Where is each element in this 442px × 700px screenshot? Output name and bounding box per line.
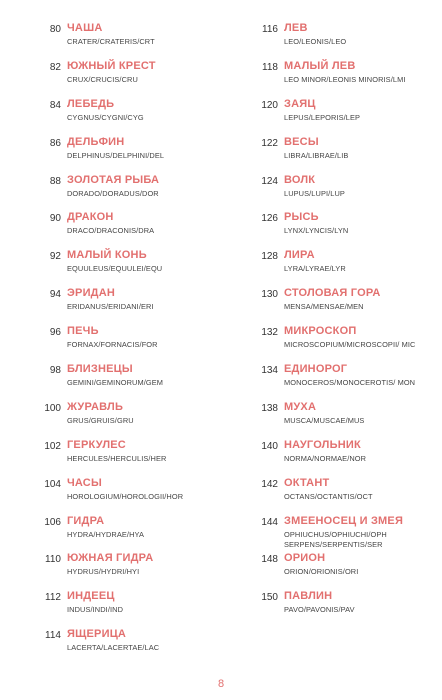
entry-latin-name: GEMINI/GEMINORUM/GEM [67, 378, 164, 388]
contents-entry [22, 401, 222, 439]
entry-latin-name: HOROLOGIUM/HOROLOGII/HOR [67, 491, 184, 501]
entry-constellation-name: МУХА [284, 400, 317, 413]
entry-constellation-name: ЖУРАВЛЬ [67, 400, 124, 413]
entry-page-number: 120 [261, 99, 278, 111]
entry-latin-name: EQUULEUS/EQUULEI/EQU [67, 264, 163, 274]
entry-page-number: 126 [261, 213, 278, 225]
entry-page-number: 134 [261, 365, 278, 377]
entry-constellation-name: ЛИРА [284, 249, 315, 262]
entry-latin-name: MONOCEROS/MONOCEROTIS/ MON [284, 378, 416, 388]
entry-latin-name: LUPUS/LUPI/LUP [284, 188, 345, 198]
entry-page-number: 98 [49, 365, 61, 377]
contents-entry [239, 363, 439, 401]
entry-latin-name: HERCULES/HERCULIS/HER [67, 453, 167, 463]
entry-latin-name: MENSA/MENSAE/MEN [284, 302, 364, 312]
contents-entry [239, 477, 439, 515]
contents-entry [239, 211, 439, 249]
entry-constellation-name: ВОЛК [284, 173, 316, 186]
contents-entry [22, 590, 222, 628]
contents-entry [22, 22, 222, 60]
contents-entry [239, 590, 439, 628]
entry-latin-name: ORION/ORIONIS/ORI [284, 567, 359, 577]
contents-entry [22, 363, 222, 401]
entry-page-number: 86 [49, 137, 61, 149]
entry-page-number: 138 [261, 402, 278, 414]
entry-constellation-name: ЧАСЫ [67, 476, 102, 489]
entry-constellation-name: ПЕЧЬ [67, 325, 99, 338]
contents-entry [239, 439, 439, 477]
entry-constellation-name: ЛЕВ [284, 22, 308, 34]
contents-entry [22, 287, 222, 325]
entry-latin-name: LACERTA/LACERTAE/LAC [67, 643, 160, 653]
contents-entry [22, 249, 222, 287]
contents-column-right [239, 22, 439, 628]
entry-page-number: 80 [49, 24, 61, 35]
contents-entry [22, 98, 222, 136]
contents-column-left [22, 22, 222, 666]
entry-latin-name: LEPUS/LEPORIS/LEP [284, 112, 361, 122]
contents-entry [239, 249, 439, 287]
entry-latin-name: CYGNUS/CYGNI/CYG [67, 112, 144, 122]
entry-page-number: 104 [44, 478, 61, 490]
entry-constellation-name: ИНДЕЕЦ [67, 590, 115, 603]
contents-entry [22, 477, 222, 515]
entry-constellation-name: МАЛЫЙ КОНЬ [67, 249, 147, 262]
contents-entry [22, 552, 222, 590]
entry-page-number: 112 [45, 592, 61, 604]
contents-entry [22, 211, 222, 249]
entry-constellation-name: ГИДРА [67, 514, 105, 527]
contents-entry [22, 174, 222, 212]
entry-latin-name: DRACO/DRACONIS/DRA [67, 226, 155, 236]
entry-constellation-name: СТОЛОВАЯ ГОРА [284, 287, 381, 300]
entry-constellation-name: ДЕЛЬФИН [67, 135, 125, 148]
entry-page-number: 118 [262, 61, 278, 73]
entry-latin-name: OPHIUCHUS/OPHIUCHI/OPH SERPENS/SERPENTIS/SER [284, 529, 387, 550]
contents-entry [22, 439, 222, 477]
entry-latin-name: DELPHINUS/DELPHINI/DEL [67, 150, 165, 160]
entry-latin-name: HYDRA/HYDRAE/HYA [67, 529, 145, 539]
contents-entry [22, 136, 222, 174]
entry-page-number: 132 [261, 327, 278, 339]
entry-latin-name: MUSCA/MUSCAE/MUS [284, 415, 365, 425]
entry-page-number: 82 [49, 61, 61, 73]
entry-page-number: 90 [49, 213, 61, 225]
entry-latin-name: CRATER/CRATERIS/CRT [67, 37, 155, 46]
entry-constellation-name: РЫСЬ [284, 211, 319, 224]
entry-page-number: 130 [261, 289, 278, 301]
entry-latin-name: CRUX/CRUCIS/CRU [67, 74, 138, 84]
entry-page-number: 94 [49, 289, 61, 301]
contents-entry [22, 515, 222, 553]
entry-latin-name: LYNX/LYNCIS/LYN [284, 226, 349, 236]
entry-constellation-name: ЭРИДАН [67, 287, 115, 300]
entry-latin-name: LEO/LEONIS/LEO [284, 37, 347, 46]
entry-constellation-name: ПАВЛИН [284, 590, 333, 603]
entry-constellation-name: БЛИЗНЕЦЫ [67, 363, 133, 376]
entry-constellation-name: ЗМЕЕНОСЕЦ И ЗМЕЯ [284, 514, 404, 527]
entry-page-number: 124 [261, 175, 278, 187]
entry-page-number: 96 [49, 327, 61, 339]
contents-entry [22, 60, 222, 98]
entry-latin-name: LYRA/LYRAE/LYR [284, 264, 346, 274]
contents-entry [239, 98, 439, 136]
entry-constellation-name: ЕДИНОРОГ [284, 363, 348, 376]
page-number: 8 [217, 678, 225, 690]
entry-constellation-name: ЗАЯЦ [284, 97, 316, 110]
entry-latin-name: LIBRA/LIBRAE/LIB [284, 150, 349, 160]
entry-constellation-name: ЛЕБЕДЬ [67, 97, 115, 110]
entry-page-number: 148 [261, 554, 278, 566]
contents-entry [239, 60, 439, 98]
entry-constellation-name: ОРИОН [284, 552, 326, 565]
entry-latin-name: GRUS/GRUIS/GRU [67, 415, 134, 425]
contents-entry [239, 401, 439, 439]
entry-latin-name: MICROSCOPIUM/MICROSCOPII/ MIC [284, 340, 416, 350]
entry-constellation-name: ЧАША [67, 22, 103, 34]
entry-constellation-name: ЮЖНАЯ ГИДРА [67, 552, 154, 565]
contents-entry [239, 515, 439, 553]
entry-page-number: 128 [261, 251, 278, 263]
entry-constellation-name: ОКТАНТ [284, 476, 330, 489]
contents-entry [239, 174, 439, 212]
entry-constellation-name: МАЛЫЙ ЛЕВ [284, 59, 356, 72]
entry-page-number: 100 [44, 402, 61, 414]
entry-latin-name: HYDRUS/HYDRI/HYI [67, 567, 140, 577]
entry-page-number: 150 [261, 592, 278, 604]
contents-entry [239, 22, 439, 60]
entry-latin-name: NORMA/NORMAE/NOR [284, 453, 367, 463]
entry-constellation-name: ГЕРКУЛЕС [67, 438, 126, 451]
entry-constellation-name: ВЕСЫ [284, 135, 319, 148]
entry-page-number: 140 [261, 440, 278, 452]
contents-entry [239, 287, 439, 325]
entry-page-number: 102 [44, 440, 61, 452]
entry-page-number: 122 [261, 137, 278, 149]
contents-entry [239, 136, 439, 174]
entry-constellation-name: ЮЖНЫЙ КРЕСТ [67, 59, 156, 72]
entry-page-number: 84 [49, 99, 61, 111]
entry-constellation-name: НАУГОЛЬНИК [284, 438, 361, 451]
entry-page-number: 92 [49, 251, 61, 263]
contents-entry [239, 325, 439, 363]
entry-latin-name: FORNAX/FORNACIS/FOR [67, 340, 158, 350]
contents-entry [239, 552, 439, 590]
entry-page-number: 116 [262, 24, 278, 35]
entry-page-number: 114 [45, 630, 61, 642]
entry-page-number: 142 [261, 478, 278, 490]
entry-latin-name: DORADO/DORADUS/DOR [67, 188, 159, 198]
entry-latin-name: PAVO/PAVONIS/PAV [284, 605, 355, 615]
contents-entry [22, 628, 222, 666]
entry-constellation-name: ЗОЛОТАЯ РЫБА [67, 173, 160, 186]
entry-constellation-name: ЯЩЕРИЦА [67, 628, 127, 641]
entry-page-number: 110 [45, 554, 61, 566]
contents-entry [22, 325, 222, 363]
entry-page-number: 88 [49, 175, 61, 187]
entry-constellation-name: ДРАКОН [67, 211, 114, 224]
entry-page-number: 106 [44, 516, 61, 528]
entry-latin-name: INDUS/INDI/IND [67, 605, 124, 615]
entry-page-number: 144 [261, 516, 278, 528]
entry-latin-name: ERIDANUS/ERIDANI/ERI [67, 302, 154, 312]
entry-latin-name: OCTANS/OCTANTIS/OCT [284, 491, 373, 501]
entry-constellation-name: МИКРОСКОП [284, 325, 357, 338]
entry-latin-name: LEO MINOR/LEONIS MINORIS/LMI [284, 74, 406, 84]
